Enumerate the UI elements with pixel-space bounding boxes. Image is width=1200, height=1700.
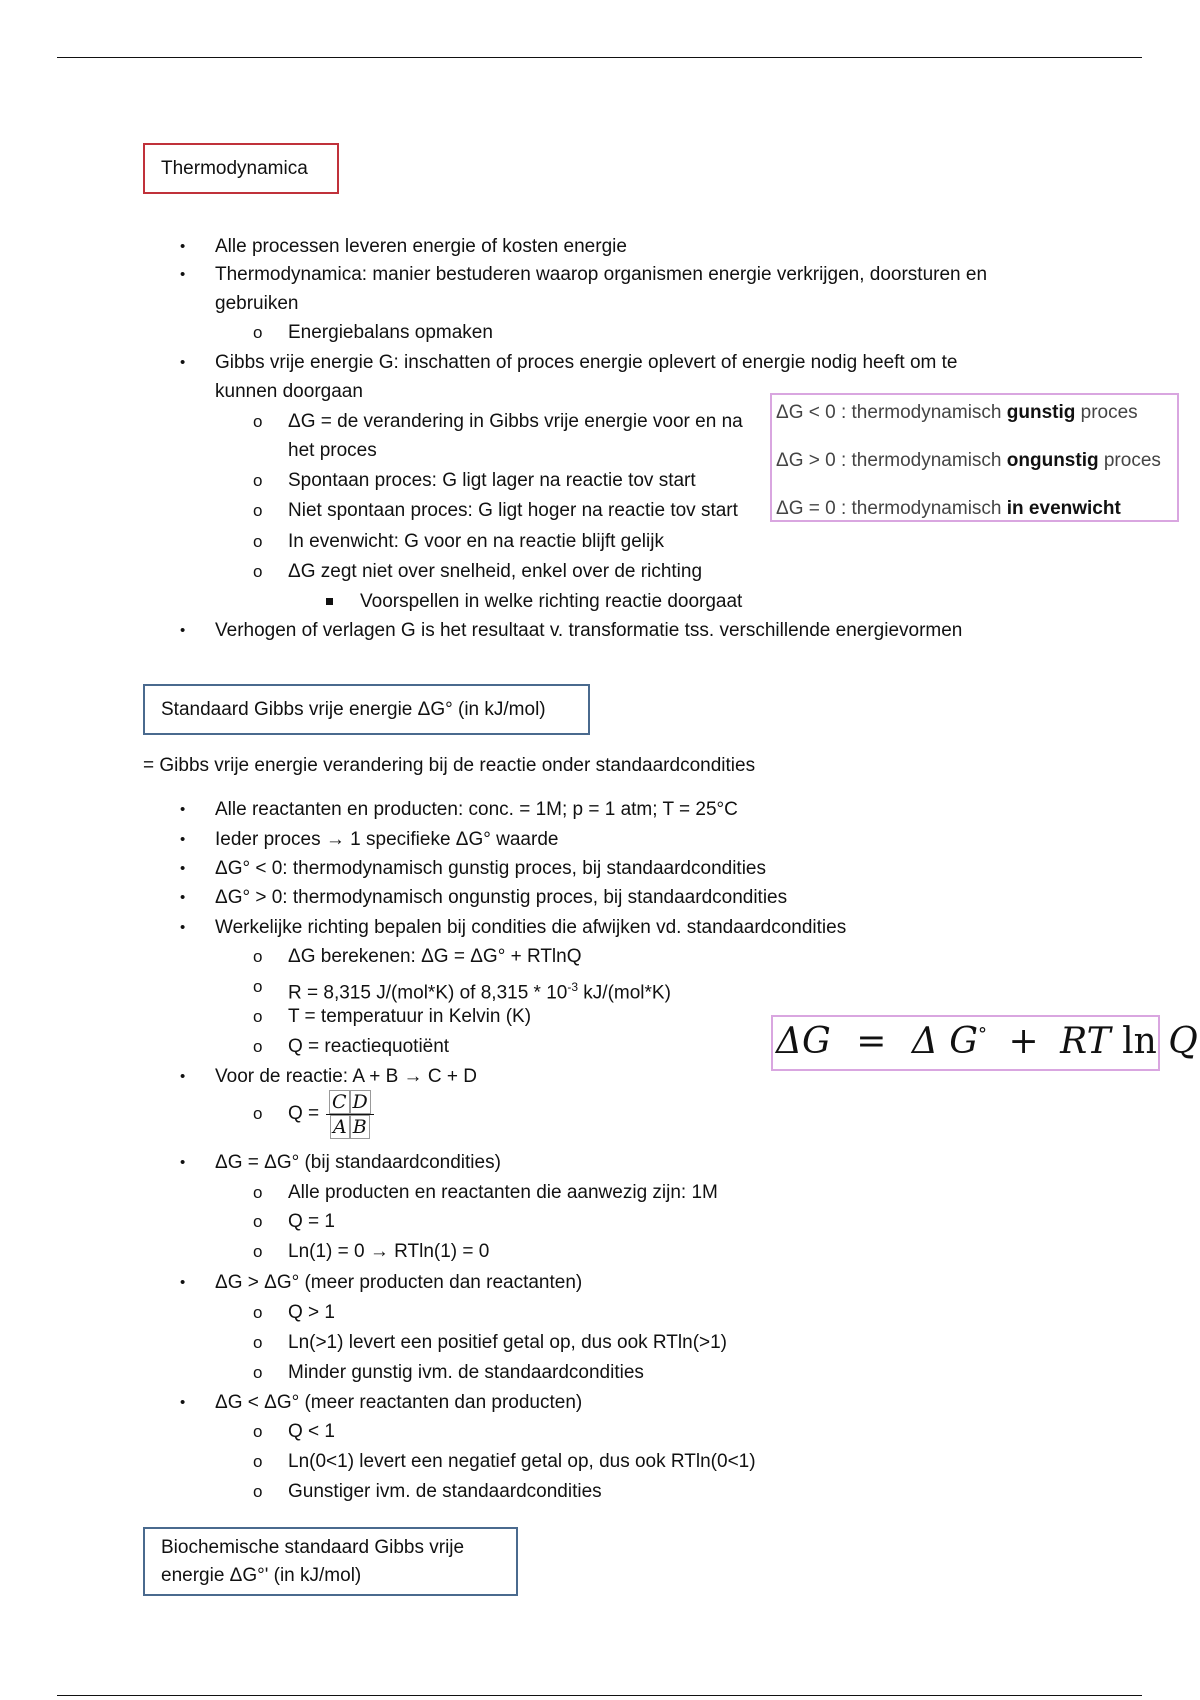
callout-prefix: ΔG < 0 : thermodynamisch (776, 402, 1007, 423)
callout-bold: in evenwicht (1006, 498, 1121, 519)
formula-q: Q (1168, 1021, 1198, 1062)
sub-item: Q = 1 (288, 1211, 335, 1232)
list-item: ΔG = ΔG° (bij standaardcondities) (215, 1152, 501, 1173)
r-constant-unit: kJ/(mol*K) (578, 982, 671, 1004)
bullet: • (180, 1154, 186, 1171)
sub-item: T = temperatuur in Kelvin (K) (288, 1006, 532, 1027)
list-item: ΔG < ΔG° (meer reactanten dan producten) (215, 1392, 583, 1413)
sub-bullet: o (253, 1303, 263, 1322)
sub-bullet: o (253, 1007, 263, 1026)
sub-item: ΔG zegt niet over snelheid, enkel over de richting (288, 561, 703, 582)
sub-sub-item: Voorspellen in welke richting reactie doorgaat (360, 591, 743, 612)
sub-item: Q = reactiequotiënt (288, 1036, 450, 1057)
list-item: ΔG° < 0: thermodynamisch gunstig proces, bij standaardcondities (215, 858, 766, 879)
sub-bullet: o (253, 562, 263, 581)
callout-prefix: ΔG = 0 : thermodynamisch (776, 498, 1007, 519)
q-fraction (326, 1090, 374, 1139)
bullet: • (180, 801, 186, 818)
sub-item: Gunstiger ivm. de standaardcondities (288, 1481, 602, 1502)
list-item: Werkelijke richting bepalen bij condities die afwijken vd. standaardcondities (215, 917, 847, 938)
sub-item: Alle producten en reactanten die aanwezig zijn: 1M (288, 1182, 718, 1203)
sub-bullet: o (253, 977, 263, 996)
bullet: • (180, 889, 186, 906)
callout-line-gunstig (776, 399, 1138, 427)
heading-text: Standaard Gibbs vrije energie ΔG° (in kJ/mol) (161, 698, 546, 720)
sub-item: Minder gunstig ivm. de standaardcondities (288, 1362, 644, 1383)
sub-bullet: o (253, 501, 263, 520)
list-item: Ieder proces → 1 specifieke ΔG° waarde (215, 829, 559, 850)
conc-c: C (329, 1090, 350, 1114)
list-item: Gibbs vrije energie G: inschatten of proces energie oplevert of energie nodig heeft om te (215, 352, 958, 373)
list-item: Alle reactanten en producten: conc. = 1M; p = 1 atm; T = 25°C (215, 799, 738, 820)
bullet: • (180, 354, 186, 371)
sub-item: Energiebalans opmaken (288, 322, 493, 343)
heading-text-line1: Biochemische standaard Gibbs vrije (161, 1536, 465, 1558)
bullet: • (180, 919, 186, 936)
list-item: Voor de reactie: A + B → C + D (215, 1066, 477, 1087)
formula-plus: + (1008, 1021, 1039, 1062)
list-item: Thermodynamica: manier bestuderen waarop organismen energie verkrijgen, doorsturen en (215, 264, 988, 285)
sub-bullet: o (253, 323, 263, 342)
gibbs-formula (776, 1021, 1198, 1062)
sub-bullet: o (253, 1104, 263, 1123)
definition: = Gibbs vrije energie verandering bij de reactie onder standaardcondities (143, 755, 756, 776)
sub-item-continued: het proces (288, 440, 377, 461)
q-label: Q = (288, 1103, 320, 1124)
sub-bullet: o (253, 947, 263, 966)
sub-bullet: o (253, 1242, 263, 1261)
sub-bullet: o (253, 1037, 263, 1056)
formula-term2: RT (1060, 1021, 1111, 1062)
sub-bullet: o (253, 1482, 263, 1501)
section-heading-thermodynamica (143, 143, 339, 194)
square-bullet (326, 598, 333, 605)
callout-suffix: proces (1075, 402, 1138, 423)
callout-suffix: proces (1098, 450, 1161, 471)
sub-item: Ln(>1) levert een positief getal op, dus ook RTln(>1) (288, 1332, 728, 1353)
bullet: • (180, 1068, 186, 1085)
bullet: • (180, 1274, 186, 1291)
exponent: -3 (567, 980, 579, 994)
r-constant-text: R = 8,315 J/(mol*K) of 8,315 * 10 (288, 982, 568, 1004)
callout-line-ongunstig (776, 447, 1161, 475)
sub-item: ΔG berekenen: ΔG = ΔG° + RTlnQ (288, 946, 582, 967)
fraction-numerator (326, 1090, 374, 1114)
sub-bullet: o (253, 1422, 263, 1441)
conc-b: B (350, 1115, 370, 1139)
sub-item: Niet spontaan proces: G ligt hoger na reactie tov start (288, 500, 738, 521)
sub-bullet: o (253, 1363, 263, 1382)
list-item: Verhogen of verlagen G is het resultaat v. transformatie tss. verschillende energievormen (215, 620, 963, 641)
section-heading-standaard (143, 684, 590, 735)
formula-lhs: ΔG (776, 1021, 831, 1062)
sub-item: Q > 1 (288, 1302, 335, 1323)
callout-prefix: ΔG > 0 : thermodynamisch (776, 450, 1007, 471)
formula-eq: = (856, 1021, 887, 1062)
conc-a: A (330, 1115, 350, 1139)
sub-item: Ln(0<1) levert een negatief getal op, dus ook RTln(0<1) (288, 1451, 756, 1472)
heading-text: Thermodynamica (161, 157, 308, 179)
bullet: • (180, 831, 186, 848)
fraction-denominator (326, 1115, 374, 1139)
list-item-continued: gebruiken (215, 293, 299, 314)
bullet: • (180, 266, 186, 283)
sub-item: Spontaan proces: G ligt lager na reactie tov start (288, 470, 696, 491)
bottom-rule (57, 1695, 1142, 1696)
sub-bullet: o (253, 1452, 263, 1471)
list-item: ΔG° > 0: thermodynamisch ongunstig proces, bij standaardcondities (215, 887, 788, 908)
bullet: • (180, 622, 186, 639)
bullet: • (180, 1394, 186, 1411)
bullet: • (180, 860, 186, 877)
sub-bullet: o (253, 471, 263, 490)
callout-bold: ongunstig (1006, 450, 1099, 471)
sub-bullet: o (253, 532, 263, 551)
sub-item: Ln(1) = 0 → RTln(1) = 0 (288, 1241, 490, 1262)
conc-d: D (350, 1090, 371, 1114)
sub-item: Q < 1 (288, 1421, 335, 1442)
sub-bullet: o (253, 1333, 263, 1352)
list-item: ΔG > ΔG° (meer producten dan reactanten) (215, 1272, 583, 1293)
bullet: • (180, 238, 186, 255)
list-item: Alle processen leveren energie of kosten energie (215, 236, 627, 257)
top-rule (57, 57, 1142, 58)
heading-text-line2: energie ΔG°' (in kJ/mol) (161, 1564, 362, 1586)
formula-term1: Δ G (911, 1021, 979, 1062)
section-heading-biochemisch (143, 1527, 518, 1596)
formula-box (771, 1015, 1198, 1071)
sub-bullet: o (253, 412, 263, 431)
formula-degree: ° (978, 1024, 988, 1045)
formula-ln: ln (1122, 1021, 1157, 1062)
sub-item: ΔG = de verandering in Gibbs vrije energie voor en na (288, 411, 743, 432)
callout-bold: gunstig (1006, 402, 1076, 423)
callout-line-evenwicht (776, 495, 1121, 523)
sub-bullet: o (253, 1183, 263, 1202)
sub-item: In evenwicht: G voor en na reactie blijft gelijk (288, 531, 664, 552)
sub-bullet: o (253, 1212, 263, 1231)
delta-g-callout (770, 393, 1179, 522)
list-item-continued: kunnen doorgaan (215, 381, 363, 402)
